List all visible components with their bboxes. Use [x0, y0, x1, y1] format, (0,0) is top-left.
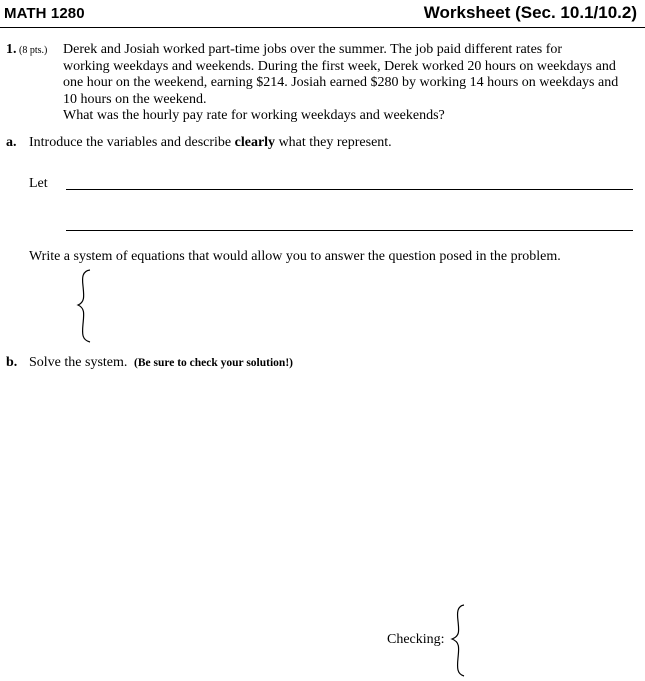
part-b-label: b.	[6, 355, 18, 370]
part-a-label: a.	[6, 135, 17, 150]
left-brace-icon	[70, 266, 98, 346]
answer-line-2[interactable]	[66, 230, 633, 231]
part-a-text-bold: clearly	[234, 135, 276, 150]
problem-points: (8 pts.)	[19, 45, 48, 56]
problem-line: Derek and Josiah worked part-time jobs over the summer. The job paid different rates for	[63, 42, 563, 57]
checking-label: Checking:	[387, 632, 445, 647]
problem-statement	[63, 42, 638, 125]
part-a-text-before: Introduce the variables and describe	[29, 135, 235, 150]
problem-number: 1.	[6, 42, 17, 57]
part-b-instruction: Solve the system.	[29, 355, 128, 370]
problem-line: one hour on the weekend, earning $214. Josiah earned $280 by working 14 hours on weekdays and	[63, 75, 619, 90]
part-b-note: (Be sure to check your solution!)	[134, 357, 293, 369]
answer-line-1[interactable]	[66, 189, 633, 190]
worksheet-title: Worksheet (Sec. 10.1/10.2)	[423, 3, 637, 22]
header-rule	[0, 27, 645, 28]
part-a-text-after: what they represent.	[275, 135, 392, 150]
problem-line: working weekdays and weekends. During the first week, Derek worked 20 hours on weekdays and	[63, 58, 616, 74]
problem-line: 10 hours on the weekend.	[63, 91, 207, 107]
problem-line: What was the hourly pay rate for working weekdays and weekends?	[63, 108, 445, 123]
system-prompt: Write a system of equations that would allow you to answer the question posed in the problem.	[29, 249, 561, 264]
course-title: MATH 1280	[4, 5, 85, 22]
let-label: Let	[29, 176, 48, 191]
part-a-instruction	[29, 135, 392, 151]
checking-brace-icon	[446, 602, 470, 680]
